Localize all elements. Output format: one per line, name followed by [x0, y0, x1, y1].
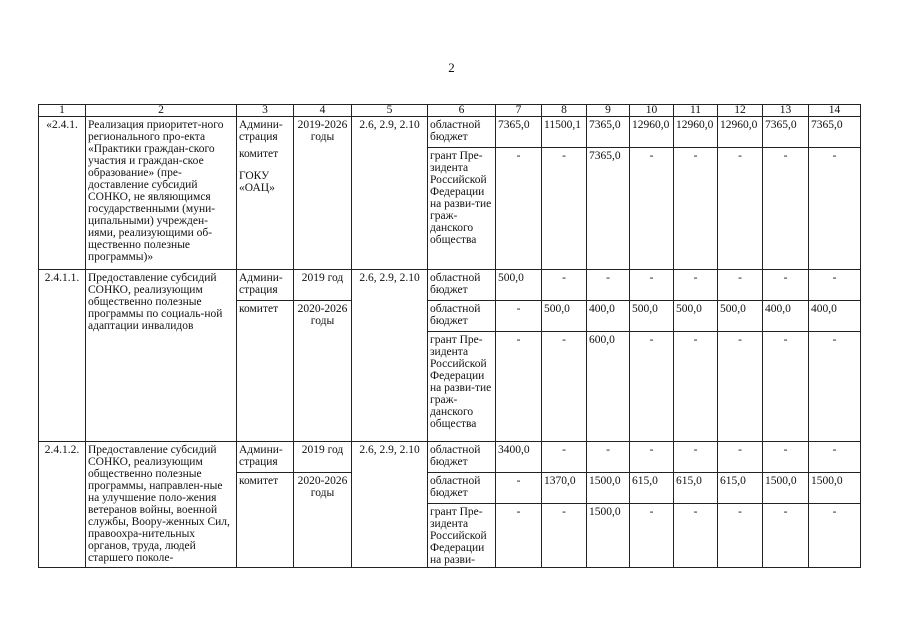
funding-source: грант Пре-зидента Российской Федерации на разви-тие граж-данского общества — [428, 148, 496, 270]
header-row — [39, 105, 861, 117]
funding-source: областной бюджет — [428, 301, 496, 332]
program-table — [38, 104, 861, 568]
value-cell: - — [809, 270, 861, 301]
value-cell: 1370,0 — [542, 473, 587, 504]
value-cell: - — [630, 504, 674, 568]
value-cell: - — [542, 270, 587, 301]
header-cell: 12 — [718, 105, 763, 117]
value-cell: 615,0 — [718, 473, 763, 504]
header-cell: 9 — [587, 105, 630, 117]
value-cell: 500,0 — [496, 270, 542, 301]
value-cell: 600,0 — [587, 332, 630, 442]
value-cell: - — [809, 442, 861, 473]
executor: комитет — [237, 473, 294, 568]
value-cell: 7365,0 — [763, 117, 809, 148]
value-cell: - — [763, 148, 809, 270]
value-cell: - — [718, 442, 763, 473]
value-cell: - — [496, 301, 542, 332]
table-row — [39, 442, 861, 473]
value-cell: - — [718, 270, 763, 301]
executors-cell — [237, 117, 294, 270]
period-cell: 2019 год — [294, 270, 352, 301]
value-cell: - — [763, 504, 809, 568]
value-cell: - — [542, 442, 587, 473]
value-cell: - — [630, 270, 674, 301]
table-row — [39, 270, 861, 301]
value-cell: 1500,0 — [809, 473, 861, 504]
value-cell: 7365,0 — [809, 117, 861, 148]
period-cell: 2020-2026 годы — [294, 301, 352, 442]
value-cell: 1500,0 — [763, 473, 809, 504]
value-cell: - — [496, 148, 542, 270]
value-cell: - — [630, 442, 674, 473]
period-cell: 2019-2026 годы — [294, 117, 352, 270]
header-cell: 8 — [542, 105, 587, 117]
value-cell: 500,0 — [542, 301, 587, 332]
value-cell: 12960,0 — [718, 117, 763, 148]
table-row — [39, 117, 861, 148]
value-cell: - — [542, 332, 587, 442]
item-number: 2.4.1.2. — [39, 442, 86, 568]
value-cell: - — [674, 504, 718, 568]
value-cell: - — [763, 332, 809, 442]
value-cell: 400,0 — [809, 301, 861, 332]
header-cell: 2 — [86, 105, 237, 117]
header-cell: 5 — [352, 105, 428, 117]
header-cell: 6 — [428, 105, 496, 117]
item-number: 2.4.1.1. — [39, 270, 86, 442]
value-cell: 1500,0 — [587, 473, 630, 504]
funding-source: областной бюджет — [428, 442, 496, 473]
value-cell: 500,0 — [674, 301, 718, 332]
value-cell: - — [809, 332, 861, 442]
value-cell: - — [718, 504, 763, 568]
value-cell: - — [674, 148, 718, 270]
value-cell: 7365,0 — [496, 117, 542, 148]
value-cell: - — [809, 504, 861, 568]
period-cell: 2020-2026 годы — [294, 473, 352, 568]
value-cell: 400,0 — [587, 301, 630, 332]
value-cell: - — [674, 270, 718, 301]
header-cell: 13 — [763, 105, 809, 117]
value-cell: 500,0 — [718, 301, 763, 332]
value-cell: - — [718, 148, 763, 270]
item-description: Предоставление субсидий СОНКО, реализующим общественно полезные программы, направлен-ные на улучшение поло-жения ветеранов войны, военной службы, Воору-женных Сил, правоохра-нительных органов, труда, людей старшего поколе- — [86, 442, 237, 568]
value-cell: - — [542, 148, 587, 270]
value-cell: 500,0 — [630, 301, 674, 332]
executor: комитет — [239, 148, 279, 160]
indicators-cell: 2.6, 2.9, 2.10 — [352, 442, 428, 568]
value-cell: - — [674, 332, 718, 442]
item-description: Предоставление субсидий СОНКО, реализующим общественно полезные программы по социаль-ной адаптации инвалидов — [86, 270, 237, 442]
value-cell: 11500,1 — [542, 117, 587, 148]
value-cell: - — [718, 332, 763, 442]
value-cell: - — [630, 148, 674, 270]
value-cell: - — [674, 442, 718, 473]
executor: Админи-страция — [237, 442, 294, 473]
funding-source: грант Пре-зидента Российской Федерации на разви-тие граж-данского общества — [428, 332, 496, 442]
value-cell: 615,0 — [630, 473, 674, 504]
value-cell: - — [809, 148, 861, 270]
executor: Админи-страция — [239, 119, 283, 143]
value-cell: 7365,0 — [587, 117, 630, 148]
value-cell: 1500,0 — [587, 504, 630, 568]
value-cell: - — [542, 504, 587, 568]
header-cell: 7 — [496, 105, 542, 117]
header-cell: 1 — [39, 105, 86, 117]
value-cell: - — [630, 332, 674, 442]
header-cell: 4 — [294, 105, 352, 117]
value-cell: - — [587, 270, 630, 301]
value-cell: - — [496, 504, 542, 568]
value-cell: - — [496, 332, 542, 442]
funding-source: областной бюджет — [428, 117, 496, 148]
value-cell: 615,0 — [674, 473, 718, 504]
indicators-cell: 2.6, 2.9, 2.10 — [352, 270, 428, 442]
item-number: «2.4.1. — [39, 117, 86, 270]
header-cell: 3 — [237, 105, 294, 117]
value-cell: - — [763, 270, 809, 301]
header-cell: 10 — [630, 105, 674, 117]
indicators-cell: 2.6, 2.9, 2.10 — [352, 117, 428, 270]
value-cell: 12960,0 — [630, 117, 674, 148]
value-cell: - — [763, 442, 809, 473]
funding-source: областной бюджет — [428, 270, 496, 301]
value-cell: 400,0 — [763, 301, 809, 332]
value-cell: 3400,0 — [496, 442, 542, 473]
value-cell: - — [496, 473, 542, 504]
funding-source: областной бюджет — [428, 473, 496, 504]
page-number: 2 — [448, 60, 455, 75]
executor: Админи-страция — [237, 270, 294, 301]
item-description: Реализация приоритет-ного регионального про-екта «Практики граждан-ского участия и граждан-ское образование» (пре-доставление субсидий СОНКО, не являющимся государственными (муни-ципальными) учрежден-иями, реализующими об-щественно полезные программы)» — [86, 117, 237, 270]
period-cell: 2019 год — [294, 442, 352, 473]
executor: комитет — [237, 301, 294, 442]
value-cell: 12960,0 — [674, 117, 718, 148]
funding-source: грант Пре-зидента Российской Федерации на разви- — [428, 504, 496, 568]
header-cell: 14 — [809, 105, 861, 117]
executor: ГОКУ «ОАЦ» — [239, 170, 275, 194]
value-cell: - — [587, 442, 630, 473]
value-cell: 7365,0 — [587, 148, 630, 270]
header-cell: 11 — [674, 105, 718, 117]
